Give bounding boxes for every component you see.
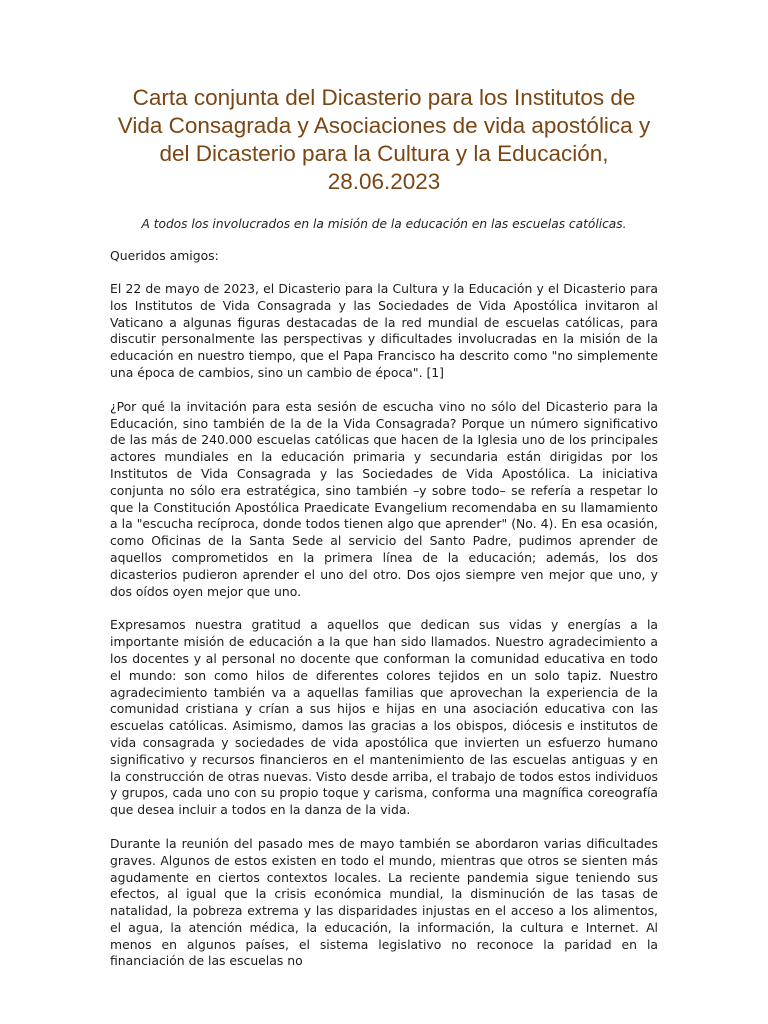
paragraph-1: El 22 de mayo de 2023, el Dicasterio para la Cultura y la Educación y el Dicasterio para los Institutos de Vida Consagrada y las Sociedades de Vida Apostólica invitaron al Vaticano a algunas figuras destacadas de la red mundial de escuelas católicas, para discutir personalmente las perspectivas y dificultades involucradas en la misión de la educación en nuestro tiempo, que el Papa Francisco ha descrito como "no simplemente una época de cambios, sino un cambio de época". [1] — [110, 281, 658, 380]
document-subtitle: A todos los involucrados en la misión de la educación en las escuelas católicas. — [141, 217, 627, 231]
paragraph-3: Expresamos nuestra gratitud a aquellos que dedican sus vidas y energías a la importante misión de educación a la que han sido llamados. Nuestro agradecimiento a los docentes y al personal no docente que conforman la comunidad educativa en todo el mundo: son como hilos de diferentes colores tejidos en un solo tapiz. Nuestro agradecimiento también va a aquellas familias que aprovechan la experiencia de la comunidad cristiana y crían a sus hijos e hijas en una asociación educativa con las escuelas católicas. Asimismo, damos las gracias a los obispos, diócesis e institutos de vida consagrada y sociedades de vida apostólica que invierten un esfuerzo humano significativo y recursos financieros en el mantenimiento de las escuelas antiguas y en la construcción de otras nuevas. Visto desde arriba, el trabajo de todos estos individuos y grupos, cada uno con su propio toque y carisma, conforma una magnífica coreografía que desea incluir a todos en la danza de la vida. — [110, 617, 658, 818]
document-page — [110, 84, 658, 970]
paragraph-2: ¿Por qué la invitación para esta sesión de escucha vino no sólo del Dicasterio para la Educación, sino también de la de la Vida Consagrada? Porque un número significativo de las más de 240.000 escuelas católicas que hacen de la Iglesia uno de los principales actores mundiales en la educación primaria y secundaria están dirigidas por los Institutos de Vida Consagrada y las Sociedades de Vida Apostólica. La iniciativa conjunta no sólo era estratégica, sino también –y sobre todo– se refería a respetar lo que la Constitución Apostólica Praedicate Evangelium recomendaba en su llamamiento a la "escucha recíproca, donde todos tienen algo que aprender" (No. 4). En esa ocasión, como Oficinas de la Santa Sede al servicio del Santo Padre, pudimos aprender de aquellos comprometidos en la primera línea de la educación; además, los dos dicasterios pudieron aprender el uno del otro. Dos ojos siempre ven mejor que uno, y dos oídos oyen mejor que uno. — [110, 398, 658, 599]
salutation: Queridos amigos: — [110, 248, 219, 263]
document-title: Carta conjunta del Dicasterio para los Institutos de Vida Consagrada y Asociaciones de vida apostólica y del Dicasterio para la Cultura y la Educación, 28.06.2023 — [117, 85, 651, 194]
paragraph-4: Durante la reunión del pasado mes de mayo también se abordaron varias dificultades graves. Algunos de estos existen en todo el mundo, mientras que otros se sienten más agudamente en ciertos contextos locales. La reciente pandemia sigue teniendo sus efectos, al igual que la crisis económica mundial, la disminución de las tasas de natalidad, la pobreza extrema y las disparidades injustas en el acceso a los alimentos, el agua, la atención médica, la educación, la información, la cultura e Internet. Al menos en algunos países, el sistema legislativo no reconoce la paridad en la financiación de las escuelas no — [110, 835, 658, 969]
